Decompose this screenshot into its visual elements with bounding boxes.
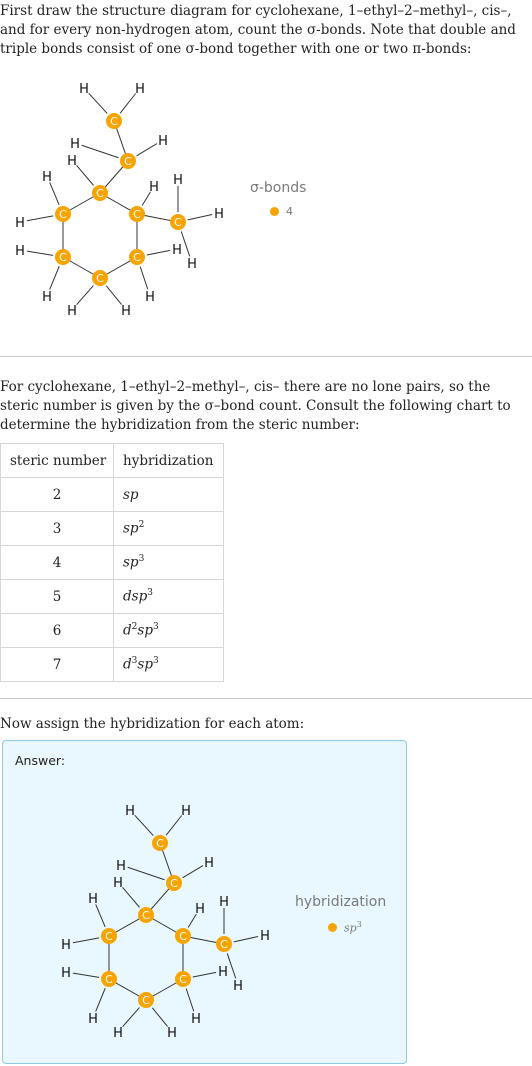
hydrogen-atom: H <box>42 290 52 305</box>
hybridization-table <box>0 443 224 682</box>
hydrogen-atom: H <box>42 170 52 185</box>
ch-bond <box>152 1008 167 1027</box>
hydrogen-atom: H <box>61 938 71 953</box>
ch-bond <box>135 815 154 835</box>
ch-bond <box>166 815 181 835</box>
carbon-atom-label: C <box>105 930 113 943</box>
ch-bond <box>188 215 212 220</box>
hybridization-legend-item <box>328 920 362 935</box>
hydrogen-atom: H <box>172 243 182 258</box>
steric-paragraph: For cyclohexane, 1–ethyl–2–methyl–, cis– there are no lone pairs, so the steric number is given by the σ–bond count. Consult the following chart to determine the hybridization from the steric number: <box>0 379 511 433</box>
table-row <box>1 580 224 614</box>
hydrogen-atom: H <box>187 257 197 272</box>
hydrogen-atom: H <box>125 804 135 819</box>
hydrogen-atom: H <box>158 134 168 149</box>
sigma-bonds-legend-value: 4 <box>286 205 293 218</box>
hydrogen-atom: H <box>15 216 25 231</box>
carbon-atom-label: C <box>170 877 178 890</box>
hydrogen-atom: H <box>116 859 126 874</box>
hydrogen-atom: H <box>214 207 224 222</box>
table-row <box>1 512 224 546</box>
hydrogen-atom: H <box>121 304 131 319</box>
hydrogen-atom: H <box>88 1012 98 1027</box>
ch-bond <box>77 286 94 305</box>
ch-bond <box>73 973 99 977</box>
carbon-atom-label: C <box>220 938 228 951</box>
hybridization-cell: $sp^2$ <box>114 512 224 546</box>
carbon-atom-label: C <box>96 272 104 285</box>
ch-bond <box>181 231 190 256</box>
table-row <box>1 478 224 512</box>
ch-bond <box>234 937 258 942</box>
hydrogen-atom: H <box>181 804 191 819</box>
sigma-bonds-legend-item <box>270 205 293 218</box>
ch-bond <box>106 286 121 305</box>
ch-bond <box>82 145 119 158</box>
column-header-steric-number: steric number <box>1 444 114 478</box>
hydrogen-atom: H <box>149 180 159 195</box>
hydrogen-atom: H <box>70 137 80 152</box>
hydrogen-atom: H <box>173 173 183 188</box>
ch-bond <box>123 887 140 907</box>
carbon-atom-label: C <box>142 909 150 922</box>
legend-sup: 3 <box>356 920 362 929</box>
steric-number-cell: 3 <box>1 512 114 546</box>
hydrogen-atom: H <box>67 304 77 319</box>
hydrogen-atom: H <box>15 244 25 259</box>
steric-number-cell: 7 <box>1 648 114 682</box>
ch-bond <box>96 988 106 1011</box>
table-row <box>1 614 224 648</box>
carbon-atom-label: C <box>174 216 182 229</box>
hydrogen-atom: H <box>113 876 123 891</box>
ch-bond <box>186 988 194 1011</box>
carbon-atom-label: C <box>142 994 150 1007</box>
hydrogen-atom: H <box>260 929 270 944</box>
steric-number-cell: 2 <box>1 478 114 512</box>
carbon-atom-label: C <box>179 930 187 943</box>
ch-bond <box>227 953 236 978</box>
ch-bond <box>120 93 135 113</box>
hybridization-cell: dsp$^3$ <box>114 580 224 614</box>
assign-paragraph: Now assign the hybridization for each atom: <box>0 716 305 732</box>
hybridization-cell: $sp^3$ <box>114 546 224 580</box>
hydrogen-atom: H <box>135 82 145 97</box>
sigma-bonds-legend-title: σ-bonds <box>250 180 307 196</box>
table-row <box>1 546 224 580</box>
hybridization-legend-title: hybridization <box>295 894 387 910</box>
ch-bond <box>50 266 60 289</box>
carbon-atom-label: C <box>59 251 67 264</box>
legend-base: sp <box>344 921 357 935</box>
carbon-swatch-icon <box>328 923 337 932</box>
ch-bond <box>183 866 203 878</box>
table-header-row <box>1 444 224 478</box>
ch-bond <box>123 1008 140 1027</box>
ch-bond <box>96 904 105 926</box>
carbon-swatch-icon <box>270 207 279 216</box>
hybridization-cell: sp <box>114 478 224 512</box>
ch-bond <box>193 972 216 977</box>
hydrogen-atom: H <box>233 979 243 994</box>
hydrogen-atom: H <box>195 902 205 917</box>
steric-number-cell: 5 <box>1 580 114 614</box>
steric-number-cell: 4 <box>1 546 114 580</box>
ch-bond <box>27 251 53 255</box>
hybridization-legend-value <box>344 920 362 935</box>
hydrogen-atom: H <box>145 290 155 305</box>
steric-number-cell: 6 <box>1 614 114 648</box>
intro-paragraph: First draw the structure diagram for cyclohexane, 1–ethyl–2–methyl–, cis–, and for every non-hydrogen atom, count the σ-bonds. Note that double and triple bonds consist of one σ-bond together with one or two π-bonds: <box>0 3 516 57</box>
ch-bond <box>137 144 157 156</box>
column-header-hybridization: hybridization <box>114 444 224 478</box>
carbon-atom-label: C <box>124 155 132 168</box>
carbon-atom-label: C <box>133 251 141 264</box>
hydrogen-atom: H <box>79 82 89 97</box>
structure-diagram <box>0 70 240 330</box>
carbon-atom-label: C <box>105 973 113 986</box>
divider <box>0 698 532 699</box>
answer-label: Answer: <box>15 753 66 768</box>
hybridization-cell: $d^3sp^3$ <box>114 648 224 682</box>
ch-bond <box>27 216 53 221</box>
ch-bond <box>73 938 99 943</box>
hydrogen-atom: H <box>219 895 229 910</box>
hydrogen-atom: H <box>67 154 77 169</box>
ch-bond <box>89 93 108 113</box>
ch-bond <box>77 165 94 185</box>
ch-bond <box>147 250 170 255</box>
carbon-atom-label: C <box>133 208 141 221</box>
carbon-atom-label: C <box>179 973 187 986</box>
ch-bond <box>128 867 165 880</box>
carbon-atom-label: C <box>96 187 104 200</box>
carbon-atom-label: C <box>59 208 67 221</box>
divider <box>0 356 532 357</box>
hydrogen-atom: H <box>218 965 228 980</box>
hydrogen-atom: H <box>191 1012 201 1027</box>
answer-structure-diagram <box>46 792 286 1052</box>
hydrogen-atom: H <box>167 1026 177 1041</box>
table-row <box>1 648 224 682</box>
hydrogen-atom: H <box>113 1026 123 1041</box>
ch-bond <box>50 182 59 204</box>
hybridization-cell: $d^2sp^3$ <box>114 614 224 648</box>
ch-bond <box>140 266 148 289</box>
carbon-atom-label: C <box>156 837 164 850</box>
carbon-atom-label: C <box>110 115 118 128</box>
hydrogen-atom: H <box>204 856 214 871</box>
hydrogen-atom: H <box>61 966 71 981</box>
hydrogen-atom: H <box>88 892 98 907</box>
